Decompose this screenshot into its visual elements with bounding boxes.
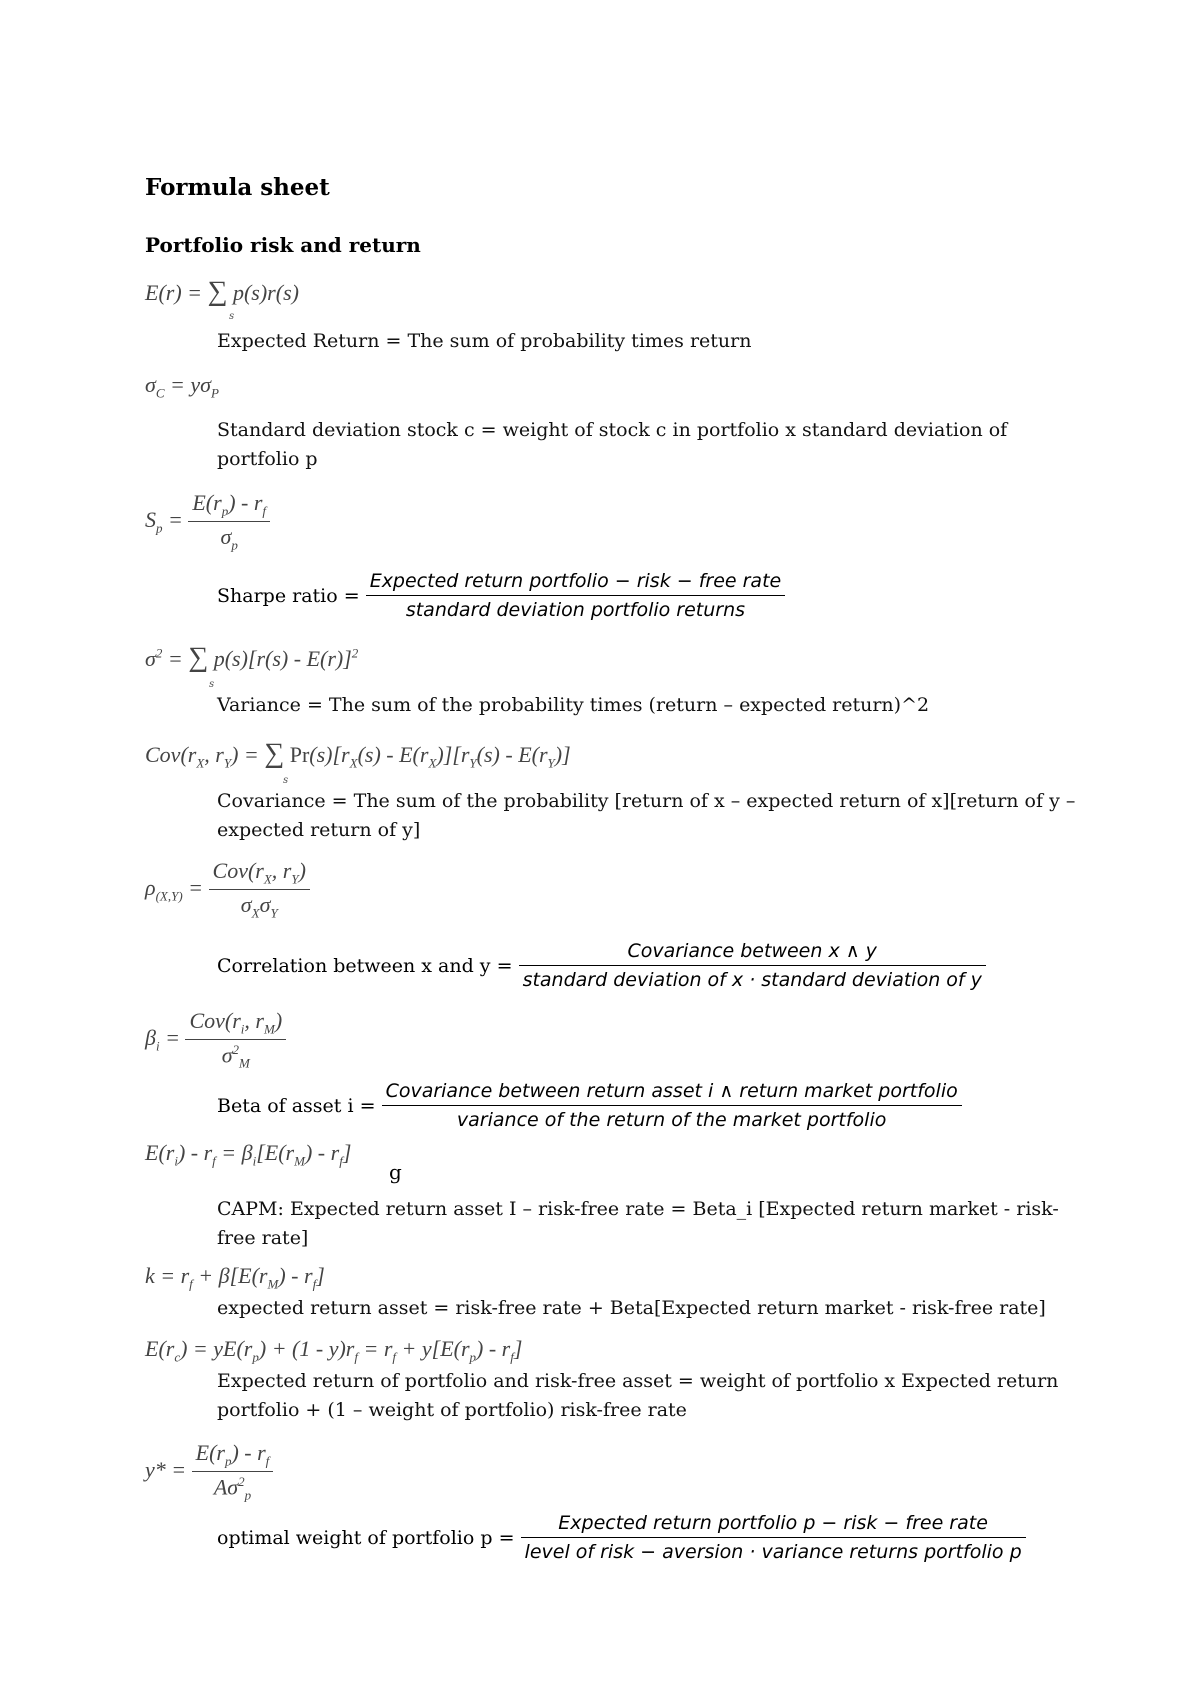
sum-index: s — [229, 311, 235, 322]
optimal-weight-equation — [217, 1512, 1026, 1563]
sharpe-numerator: Expected return portfolio − risk − free rate — [366, 570, 786, 596]
desc-capm: CAPM: Expected return asset I – risk-free rate = Beta_i [Expected return market - risk-free rate] — [217, 1198, 1059, 1249]
correlation-fraction — [519, 940, 986, 991]
optimal-numerator: Expected return portfolio p − risk − free rate — [521, 1512, 1026, 1538]
sharpe-ratio-equation — [217, 570, 785, 621]
formula-complete-portfolio: $E(r_c) = yE(r_p) + (1 - y)r_f = r_f + y[E(r_p) - r_f]$ — [145, 1336, 523, 1365]
formula-expected-return: E(r) = ∑ p(s)r(s) — [145, 276, 299, 307]
formula-correlation: $\rho_{(X,Y)}$ = $\frac{Cov(r_X, r_Y)}{\sigma_X\sigma_Y}$ — [145, 858, 310, 922]
document-title: Formula sheet — [145, 174, 330, 201]
capm-mark: g — [389, 1160, 402, 1184]
desc-k: expected return asset = risk-free rate + Beta[Expected return market - risk-free rate] — [217, 1297, 1046, 1319]
correlation-denominator: standard deviation of x · standard deviation of y — [522, 969, 982, 991]
formula-optimal-weight: y* = $\frac{E(r_p) - r_f}{A\sigma^2_p}$ — [145, 1440, 273, 1504]
beta-label: Beta of asset i = — [217, 1094, 376, 1117]
sharpe-denominator: standard deviation portfolio returns — [405, 599, 746, 621]
correlation-label: Correlation between x and y = — [217, 954, 513, 977]
sharpe-fraction — [366, 570, 786, 621]
correlation-numerator: Covariance between x ∧ y — [519, 940, 986, 966]
desc-complete-portfolio: Expected return of portfolio and risk-free asset = weight of portfolio x Expected return portfolio + (1 – weight of portfolio) risk-free rate — [217, 1370, 1059, 1421]
sum-index: s — [209, 679, 215, 690]
formula-sharpe: $S_p$ = $\frac{E(r_p) - r_f}{\sigma_p}$ — [145, 490, 270, 554]
section-heading: Portfolio risk and return — [145, 233, 421, 257]
desc-expected-return: Expected Return = The sum of probability times return — [217, 330, 752, 352]
formula-std-dev: $\sigma_C = y\sigma_P$ — [145, 372, 219, 401]
beta-denominator: variance of the return of the market portfolio — [456, 1109, 887, 1131]
desc-std-dev: Standard deviation stock c = weight of stock c in portfolio x standard deviation of portfolio p — [217, 419, 1008, 470]
formula-variance: $\sigma^2$ = ∑ p(s)[r(s) - E(r)]$^2$ — [145, 642, 359, 673]
beta-fraction — [382, 1080, 962, 1131]
formula-k: $k = r_f + \beta[E(r_M) - r_f]$ — [145, 1263, 325, 1292]
desc-variance: Variance = The sum of the probability times (return – expected return)^2 — [217, 694, 930, 716]
correlation-equation — [217, 940, 986, 991]
optimal-label: optimal weight of portfolio p = — [217, 1526, 515, 1549]
desc-covariance: Covariance = The sum of the probability [return of x – expected return of x][return of y – expected return of y] — [217, 790, 1076, 841]
beta-numerator: Covariance between return asset i ∧ return market portfolio — [382, 1080, 962, 1106]
beta-equation — [217, 1080, 962, 1131]
formula-covariance: $Cov(r_X$, $r_Y$) = ∑ $Pr(s)[r_X(s) - E(r_X)][r_Y(s) - E(r_Y)]$ — [145, 738, 571, 771]
sharpe-label: Sharpe ratio = — [217, 584, 360, 607]
optimal-denominator: level of risk − aversion · variance returns portfolio p — [524, 1541, 1022, 1563]
formula-beta: $\beta_i$ = $\frac{Cov(r_i, r_M)}{\sigma^2_M}$ — [145, 1008, 286, 1072]
sum-index: s — [283, 775, 289, 786]
optimal-fraction — [521, 1512, 1026, 1563]
formula-capm: $E(r_i) - r_f = \beta_i[E(r_M) - r_f]$ — [145, 1140, 352, 1169]
